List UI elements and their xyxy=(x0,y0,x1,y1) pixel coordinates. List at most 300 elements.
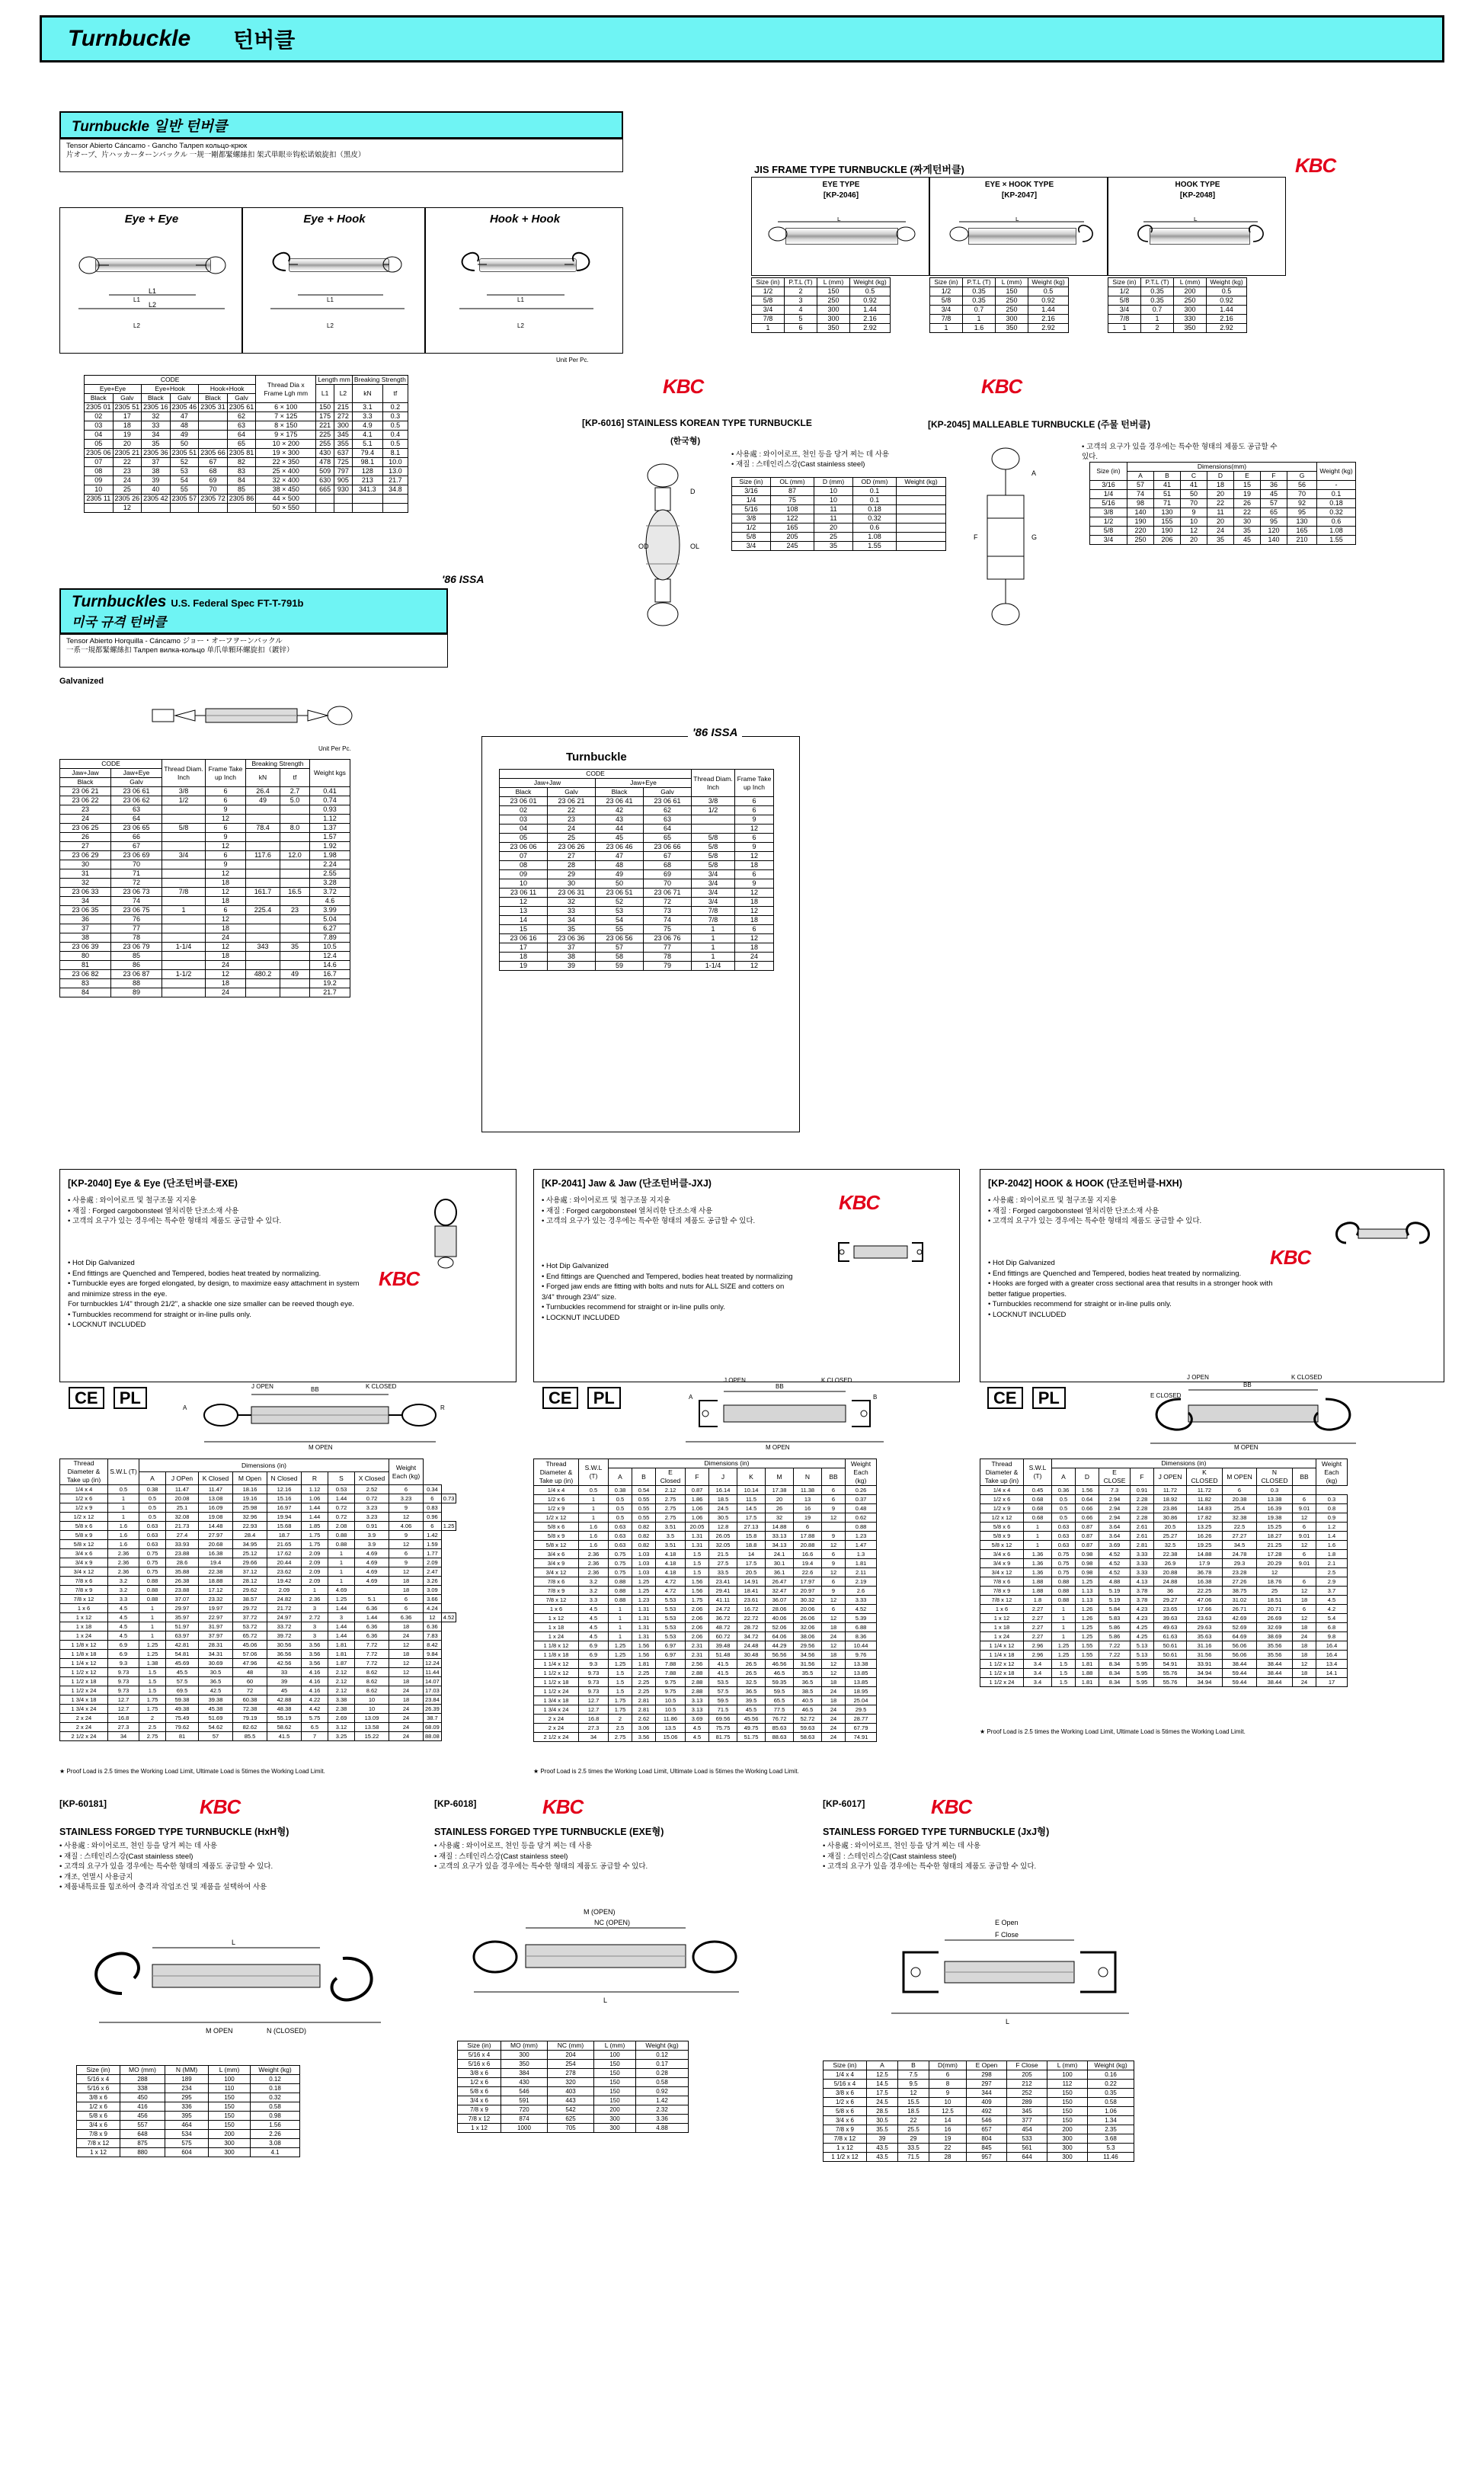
table-cell: 45.06 xyxy=(233,1641,267,1650)
table-cell: 18 xyxy=(500,953,548,962)
table-cell: 53.5 xyxy=(709,1678,737,1687)
svg-text:F Close: F Close xyxy=(995,1931,1019,1939)
table-row xyxy=(85,467,408,476)
table-cell: 44.29 xyxy=(766,1641,794,1651)
table-cell: 41 xyxy=(1181,481,1207,490)
table-cell: 1.81 xyxy=(328,1650,355,1659)
table-cell: 48 xyxy=(170,421,199,431)
kp6018-rows xyxy=(458,2051,689,2133)
table-cell: 3.25 xyxy=(328,1732,355,1741)
table-cell: 2.9 xyxy=(1316,1577,1348,1587)
table-cell: 221 xyxy=(316,421,334,431)
table-cell: 6 xyxy=(822,1605,846,1614)
table-cell: 1.75 xyxy=(302,1531,328,1540)
table-cell: 13.5 xyxy=(656,1724,686,1733)
table-cell: 52.69 xyxy=(1223,1623,1257,1632)
issa-panel xyxy=(481,726,800,1132)
table-cell: 5/16 xyxy=(732,505,771,514)
table-row xyxy=(534,1541,877,1550)
table-cell: 1.5 xyxy=(1052,1669,1076,1678)
table-cell: 11.46 xyxy=(1088,2153,1134,2162)
table-cell: 1 xyxy=(692,943,735,953)
table-cell: 200 xyxy=(209,2130,251,2139)
k40-d3: M Open xyxy=(233,1472,267,1485)
table-cell: 64.06 xyxy=(766,1632,794,1641)
table-cell: 24 xyxy=(548,825,596,834)
table-cell: 2.5 xyxy=(139,1723,166,1732)
table-cell: 657 xyxy=(967,2125,1007,2134)
table-cell: 0.62 xyxy=(846,1513,877,1523)
table-cell: 2305 46 xyxy=(170,403,199,412)
table-cell: 23 06 82 xyxy=(60,970,111,979)
table-cell: 0.63 xyxy=(609,1541,632,1550)
table-cell: 30.1 xyxy=(766,1559,794,1568)
table-cell: 23 06 25 xyxy=(60,824,111,833)
table-cell xyxy=(199,421,228,431)
kp2042-en5: • LOCKNUT INCLUDED xyxy=(988,1310,1067,1319)
table-cell: 4.5 xyxy=(108,1622,139,1631)
table-cell: 57 xyxy=(596,943,644,953)
k17-h6: L (mm) xyxy=(1047,2061,1088,2070)
table-cell: 54 xyxy=(596,916,644,925)
table-cell: 23 06 73 xyxy=(111,888,162,897)
table-cell: 6 xyxy=(1293,1523,1316,1532)
table-cell: 27.4 xyxy=(166,1531,199,1540)
usfed-rows xyxy=(60,787,350,997)
table-cell: 3/8 x 6 xyxy=(77,2093,120,2102)
table-cell: 20.06 xyxy=(794,1605,822,1614)
table-cell: 81.75 xyxy=(709,1733,737,1742)
table-cell: 1 xyxy=(752,324,785,333)
table-cell: 48 xyxy=(233,1668,267,1677)
table-cell: 2 xyxy=(785,287,817,296)
svg-text:BB: BB xyxy=(776,1383,784,1390)
table-row xyxy=(1108,315,1247,324)
table-cell: 9.73 xyxy=(579,1669,609,1678)
table-cell: 1.44 xyxy=(850,306,891,315)
issa-title: Turnbuckle xyxy=(566,751,627,764)
table-cell: 7.83 xyxy=(424,1631,442,1641)
table-row xyxy=(60,906,350,915)
table-cell: 4.52 xyxy=(1099,1559,1131,1568)
table-cell: 1/2 x 9 xyxy=(60,1503,108,1513)
kp2042-rows xyxy=(980,1486,1348,1687)
table-cell: 1.37 xyxy=(310,824,350,833)
table-cell: 1 1/4 x 12 xyxy=(980,1641,1024,1651)
table-cell xyxy=(170,504,199,513)
k40-h2: Dimensions (in) xyxy=(139,1459,389,1472)
table-cell: 29.27 xyxy=(1154,1596,1187,1605)
kp60181-n4: • 개조, 연멸시 사용금지 xyxy=(59,1872,133,1881)
table-cell: 23 06 29 xyxy=(60,851,111,860)
table-row xyxy=(500,943,774,953)
table-cell: 32.08 xyxy=(166,1513,199,1522)
table-cell: 0.88 xyxy=(1052,1596,1076,1605)
table-cell: 0.58 xyxy=(251,2102,300,2112)
table-row xyxy=(500,953,774,962)
table-row xyxy=(534,1705,877,1715)
table-cell: 3.2 xyxy=(108,1577,139,1586)
table-cell: 12 xyxy=(206,869,246,879)
jis-eh-code: [KP-2047] xyxy=(1001,191,1038,200)
table-cell: 32.05 xyxy=(709,1541,737,1550)
table-cell: 17.5 xyxy=(737,1559,766,1568)
kp2042-kr2: • 재질 : Forged cargobonsteel 열처리한 단조소재 사용 xyxy=(988,1206,1159,1215)
table-cell: 3.13 xyxy=(686,1696,709,1705)
table-row xyxy=(980,1596,1348,1605)
jis-title: JIS FRAME TYPE TURNBUCKLE (짜게턴버클) xyxy=(754,164,964,175)
kp2040-rows xyxy=(60,1485,456,1741)
table-cell: 3.3 xyxy=(579,1596,609,1605)
table-cell: 3.4 xyxy=(1024,1678,1052,1687)
table-cell: 32 xyxy=(548,898,596,907)
table-cell: 3/16 xyxy=(1090,481,1127,490)
table-cell: 0.63 xyxy=(139,1540,166,1549)
table-cell: 1.5 xyxy=(1052,1678,1076,1687)
table-cell: 2.06 xyxy=(686,1605,709,1614)
table-row xyxy=(980,1559,1348,1568)
table-cell: 19.94 xyxy=(267,1513,302,1522)
table-cell xyxy=(352,504,382,513)
table-cell: 0.87 xyxy=(1076,1523,1099,1532)
table-cell: 272 xyxy=(334,412,353,421)
table-cell: 409 xyxy=(967,2098,1007,2107)
table-cell: 1.12 xyxy=(310,815,350,824)
k181-h3: L (mm) xyxy=(209,2066,251,2075)
k181-h4: Weight (kg) xyxy=(251,2066,300,2075)
jis-eye-table xyxy=(751,277,891,333)
table-cell: 7.22 xyxy=(1099,1651,1131,1660)
table-cell: 07 xyxy=(500,852,548,861)
table-cell: 88 xyxy=(111,979,162,988)
table-cell: 12 xyxy=(1293,1660,1316,1669)
table-cell: 4.69 xyxy=(355,1577,389,1586)
table-cell: 3.23 xyxy=(355,1513,389,1522)
table-row xyxy=(534,1532,877,1541)
table-cell xyxy=(162,915,206,924)
table-cell: 2.27 xyxy=(1024,1623,1052,1632)
table-row xyxy=(500,797,774,806)
table-cell: 0.92 xyxy=(1207,296,1247,306)
table-cell: 55.19 xyxy=(267,1714,302,1723)
kp2040-en4: For turnbuckles 1/4" through 21/2", a shackle one size smaller can be reeved though eye. xyxy=(68,1300,354,1308)
table-cell: 14.07 xyxy=(424,1677,442,1686)
sk-sub: (한국형) xyxy=(670,437,701,446)
table-cell: 16.72 xyxy=(737,1605,766,1614)
k41-d1: B xyxy=(632,1468,656,1486)
table-cell: 250 xyxy=(817,296,850,306)
table-cell: 1 xyxy=(139,1622,166,1631)
table-cell: 150 xyxy=(594,2096,636,2105)
table-cell: 09 xyxy=(85,476,114,485)
table-cell: 37.07 xyxy=(166,1595,199,1604)
table-row xyxy=(534,1577,877,1587)
table-cell: 60 xyxy=(233,1677,267,1686)
table-cell: 17 xyxy=(500,943,548,953)
table-cell: 6 xyxy=(1293,1495,1316,1504)
table-cell: 5.95 xyxy=(1131,1678,1154,1687)
table-cell: 1/4 xyxy=(1090,490,1127,499)
table-cell: 56.56 xyxy=(766,1651,794,1660)
table-cell: 59.44 xyxy=(1223,1669,1257,1678)
table-cell: 18 xyxy=(389,1677,424,1686)
table-cell: 26 xyxy=(1234,499,1261,508)
gen-blk2: Black xyxy=(142,394,171,403)
table-cell xyxy=(280,815,310,824)
table-cell xyxy=(280,933,310,943)
table-cell: 23 06 22 xyxy=(60,796,111,805)
table-cell: 40 xyxy=(142,485,171,495)
table-row xyxy=(1108,296,1247,306)
table-row xyxy=(60,1567,456,1577)
kp6018-drawing xyxy=(442,1897,777,2012)
ml-brand: KBC xyxy=(981,375,1022,398)
table-cell xyxy=(280,833,310,842)
table-cell: 3.64 xyxy=(1099,1523,1131,1532)
table-cell: 33.13 xyxy=(766,1532,794,1541)
svg-text:A: A xyxy=(183,1404,187,1411)
table-cell: 2.1 xyxy=(1316,1559,1348,1568)
table-cell: 25.98 xyxy=(233,1503,267,1513)
table-cell: 2.12 xyxy=(328,1677,355,1686)
table-cell: 16.7 xyxy=(310,970,350,979)
table-cell: 2.96 xyxy=(1024,1651,1052,1660)
table-cell: 1.81 xyxy=(328,1641,355,1650)
table-cell: 3/4 xyxy=(1090,536,1127,545)
table-cell: 252 xyxy=(1007,2089,1047,2098)
table-row xyxy=(824,2089,1134,2098)
table-cell: 5.53 xyxy=(656,1605,686,1614)
table-cell: 4.52 xyxy=(846,1605,877,1614)
kp60181-brand: KBC xyxy=(200,1795,241,1818)
table-cell: 797 xyxy=(334,467,353,476)
table-cell: 2.25 xyxy=(632,1669,656,1678)
general-unit-note: Unit Per Pc. xyxy=(556,357,589,363)
table-cell: 26 xyxy=(766,1504,794,1513)
table-cell: 1 xyxy=(579,1504,609,1513)
table-cell: 10.5 xyxy=(656,1696,686,1705)
table-cell: 13.0 xyxy=(382,467,408,476)
table-row xyxy=(500,852,774,861)
table-cell: 2.19 xyxy=(846,1577,877,1587)
table-cell: 47.96 xyxy=(233,1659,267,1668)
table-cell: 17.82 xyxy=(1187,1513,1223,1523)
table-cell: 205 xyxy=(1007,2070,1047,2080)
table-cell: 3.33 xyxy=(1131,1559,1154,1568)
gen-breaking-hdr: Breaking Strength xyxy=(352,376,408,385)
table-cell: 18 xyxy=(1293,1669,1316,1678)
kp2041-kr2: • 재질 : Forged cargobonsteel 열처리한 단조소재 사용 xyxy=(542,1206,713,1215)
table-cell: 5.84 xyxy=(1099,1605,1131,1614)
table-cell: 25.27 xyxy=(1154,1532,1187,1541)
table-cell: 2.25 xyxy=(632,1678,656,1687)
kp2040-code: [KP-2040] xyxy=(68,1178,112,1189)
gen-blk3: Black xyxy=(199,394,228,403)
table-cell: 12 xyxy=(389,1567,424,1577)
table-cell xyxy=(246,860,280,869)
table-cell: 1 xyxy=(609,1614,632,1623)
table-cell: 3.2 xyxy=(579,1587,609,1596)
table-cell: 18 xyxy=(206,924,246,933)
table-cell: 12 xyxy=(389,1659,424,1668)
table-cell: 84 xyxy=(227,476,256,485)
table-cell xyxy=(162,979,206,988)
svg-text:B: B xyxy=(873,1394,878,1401)
table-cell: 65 xyxy=(644,834,692,843)
table-row xyxy=(500,861,774,870)
table-cell: 24 xyxy=(206,961,246,970)
table-cell: 2.36 xyxy=(108,1567,139,1577)
table-row xyxy=(534,1715,877,1724)
table-row xyxy=(534,1696,877,1705)
table-cell: 0.91 xyxy=(355,1522,389,1531)
table-cell: 250 xyxy=(1127,536,1154,545)
table-cell: 2.09 xyxy=(302,1558,328,1567)
table-cell: 0.1 xyxy=(853,496,897,505)
table-cell: 1 xyxy=(139,1613,166,1622)
table-cell: 26.71 xyxy=(1223,1605,1257,1614)
table-cell: 23.84 xyxy=(424,1695,442,1705)
table-cell: 32.5 xyxy=(737,1678,766,1687)
table-cell: 22 xyxy=(113,458,142,467)
table-cell: 5.83 xyxy=(1099,1614,1131,1623)
gen-kn: kN xyxy=(352,385,382,403)
table-cell: 0.66 xyxy=(1076,1513,1099,1523)
table-cell: 32.38 xyxy=(1223,1513,1257,1523)
table-cell: 344 xyxy=(967,2089,1007,2098)
table-cell: 41.5 xyxy=(709,1669,737,1678)
table-cell xyxy=(1293,1568,1316,1577)
table-cell: 625 xyxy=(548,2115,594,2124)
table-cell: 2.92 xyxy=(1028,324,1069,333)
table-row xyxy=(980,1660,1348,1669)
table-row xyxy=(732,496,946,505)
table-cell: 39 xyxy=(867,2134,898,2144)
jis2-c1: P.T.L (T) xyxy=(963,278,996,287)
table-cell: 300 xyxy=(1047,2153,1088,2162)
table-cell: 1/2 x 6 xyxy=(458,2078,501,2087)
k42-d1: D xyxy=(1076,1468,1099,1486)
table-cell: 3/4 xyxy=(162,851,206,860)
table-cell: 300 xyxy=(501,2051,548,2060)
table-cell: 2.36 xyxy=(302,1595,328,1604)
general-lang-box xyxy=(59,139,623,172)
table-cell: 9.73 xyxy=(108,1668,139,1677)
svg-text:J OPEN: J OPEN xyxy=(251,1383,273,1390)
table-cell: 9.84 xyxy=(424,1650,442,1659)
table-cell: 24 xyxy=(822,1724,846,1733)
table-cell: 2.36 xyxy=(108,1549,139,1558)
table-row xyxy=(732,505,946,514)
kp2042-kr3: • 고객의 요구가 있는 경우에는 특수한 형태의 제품도 공급할 수 있다. xyxy=(988,1217,1202,1225)
uf-b: Black xyxy=(60,778,111,787)
table-cell: 73 xyxy=(644,907,692,916)
table-cell: 74 xyxy=(1127,490,1154,499)
table-cell: 7.5 xyxy=(898,2070,929,2080)
table-cell: 2.25 xyxy=(632,1687,656,1696)
table-cell: 5/8 x 12 xyxy=(60,1540,108,1549)
table-cell: 3 xyxy=(302,1604,328,1613)
table-cell: 23 xyxy=(548,815,596,825)
table-cell: 2.12 xyxy=(656,1486,686,1495)
gen-sub-hh: Hook+Hook xyxy=(199,385,256,394)
table-cell: 1.25 xyxy=(1052,1651,1076,1660)
table-row xyxy=(980,1641,1348,1651)
table-cell: 7 × 125 xyxy=(256,412,316,421)
table-cell: 3.3 xyxy=(352,412,382,421)
table-cell: 27.13 xyxy=(737,1523,766,1532)
kp6017-code: [KP-6017] xyxy=(823,1798,865,1809)
table-cell: 28 xyxy=(929,2153,967,2162)
table-cell: 1.5 xyxy=(139,1677,166,1686)
table-cell: 19 xyxy=(500,962,548,971)
table-cell: 20.29 xyxy=(1257,1559,1293,1568)
table-cell: 38 xyxy=(142,467,171,476)
table-row xyxy=(534,1733,877,1742)
table-row xyxy=(824,2125,1134,2134)
table-cell: 24.97 xyxy=(267,1613,302,1622)
table-cell: 0.64 xyxy=(1076,1495,1099,1504)
table-cell: 13 xyxy=(500,907,548,916)
table-cell: 28.72 xyxy=(737,1623,766,1632)
kp2041-title: Jaw & Jaw (단조턴버클-JXJ) xyxy=(588,1178,712,1189)
table-cell: 30.56 xyxy=(267,1641,302,1650)
table-cell: 55.76 xyxy=(1154,1678,1187,1687)
table-cell: 28.12 xyxy=(233,1577,267,1586)
table-cell: 26.5 xyxy=(737,1669,766,1678)
table-cell: 0.9 xyxy=(1316,1513,1348,1523)
table-row xyxy=(534,1641,877,1651)
table-cell: 1.6 xyxy=(963,324,996,333)
table-cell: 1 xyxy=(579,1495,609,1504)
table-cell: 278 xyxy=(548,2069,594,2078)
table-cell xyxy=(280,915,310,924)
kp60181-notes xyxy=(59,1841,349,1893)
table-cell: 210 xyxy=(1287,536,1317,545)
table-cell: 3/4 xyxy=(930,306,963,315)
table-cell: 120 xyxy=(1261,527,1287,536)
table-cell: 52.72 xyxy=(794,1715,822,1724)
table-cell: 350 xyxy=(1174,324,1207,333)
table-cell: 4.18 xyxy=(656,1568,686,1577)
table-cell: 2 xyxy=(1141,324,1174,333)
table-cell: 7.89 xyxy=(310,933,350,943)
table-cell: 1 xyxy=(930,324,963,333)
table-cell: 4.72 xyxy=(656,1587,686,1596)
table-cell: 0.68 xyxy=(1024,1504,1052,1513)
table-cell: 2.06 xyxy=(686,1623,709,1632)
table-cell: 13.85 xyxy=(846,1678,877,1687)
k18-h2: NC (mm) xyxy=(548,2041,594,2051)
table-cell: 23 06 26 xyxy=(548,843,596,852)
table-cell: 30.32 xyxy=(794,1596,822,1605)
table-cell xyxy=(280,879,310,888)
table-row xyxy=(85,504,408,513)
table-cell: 18 xyxy=(389,1577,424,1586)
table-cell: 2.92 xyxy=(1207,324,1247,333)
table-cell: 0.55 xyxy=(632,1495,656,1504)
table-cell: 9 xyxy=(206,860,246,869)
table-row xyxy=(60,1540,456,1549)
ml-code: [KP-2045] xyxy=(928,419,971,430)
table-cell: 9.01 xyxy=(1293,1532,1316,1541)
table-cell: 57.5 xyxy=(166,1677,199,1686)
svg-text:K CLOSED: K CLOSED xyxy=(366,1383,397,1390)
table-cell: 4.69 xyxy=(355,1558,389,1567)
table-cell: 29.63 xyxy=(1187,1623,1223,1632)
table-row xyxy=(534,1523,877,1532)
table-cell: 61.63 xyxy=(1154,1632,1187,1641)
